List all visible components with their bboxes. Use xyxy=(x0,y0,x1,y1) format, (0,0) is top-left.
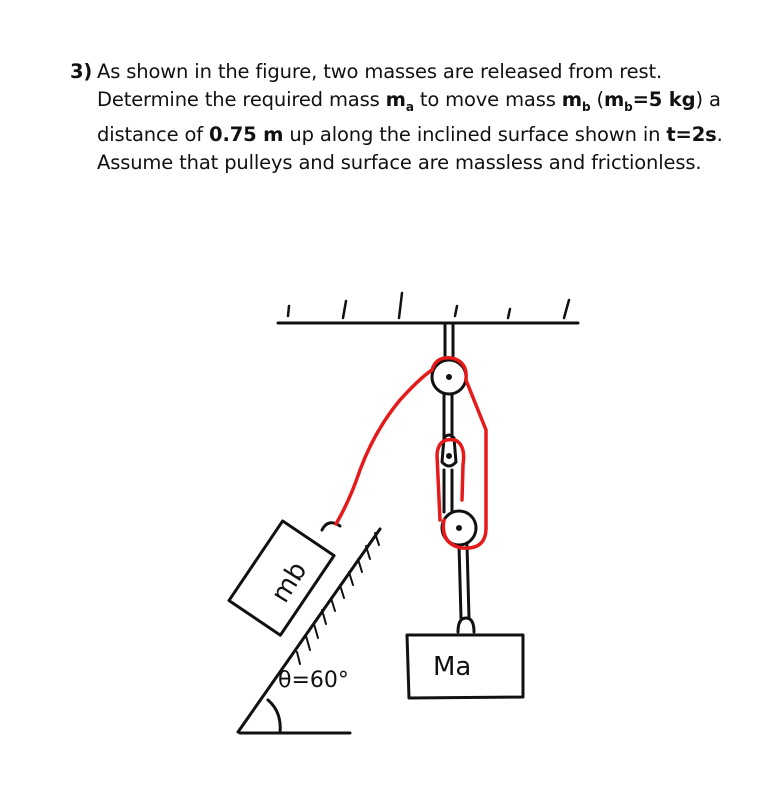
distance-value: 0.75 m xyxy=(209,122,284,146)
time-value: t=2s xyxy=(666,122,717,146)
label-angle: θ=60° xyxy=(278,668,349,693)
mass-a-hanger xyxy=(459,545,469,618)
mass-a-symbol: $m_a$ xyxy=(385,88,414,114)
problem-line-1: 3) As shown in the figure, two masses are released from rest. xyxy=(70,58,710,86)
problem-line-2: Determine the required mass $m_a$ to move mass $m_b$ ($m_b=5$ kg) a xyxy=(97,88,721,114)
problem-line-4: Assume that pulleys and surface are massless and frictionless. xyxy=(97,150,702,174)
mass-b-symbol: $m_b$ xyxy=(561,88,591,114)
label-mass-b: mb xyxy=(265,556,314,609)
ceiling-hatch xyxy=(288,293,569,318)
label-mass-a: Ma xyxy=(433,652,472,682)
problem-line-3: distance of 0.75 m up along the inclined surface shown in t=2s. xyxy=(97,122,723,146)
pulley-hanger xyxy=(445,325,453,360)
angle-arc xyxy=(268,700,280,733)
mass-b-value: $m_b=5$ kg xyxy=(603,88,696,114)
incline-hatch xyxy=(297,533,379,664)
problem-number: 3) xyxy=(70,60,93,83)
